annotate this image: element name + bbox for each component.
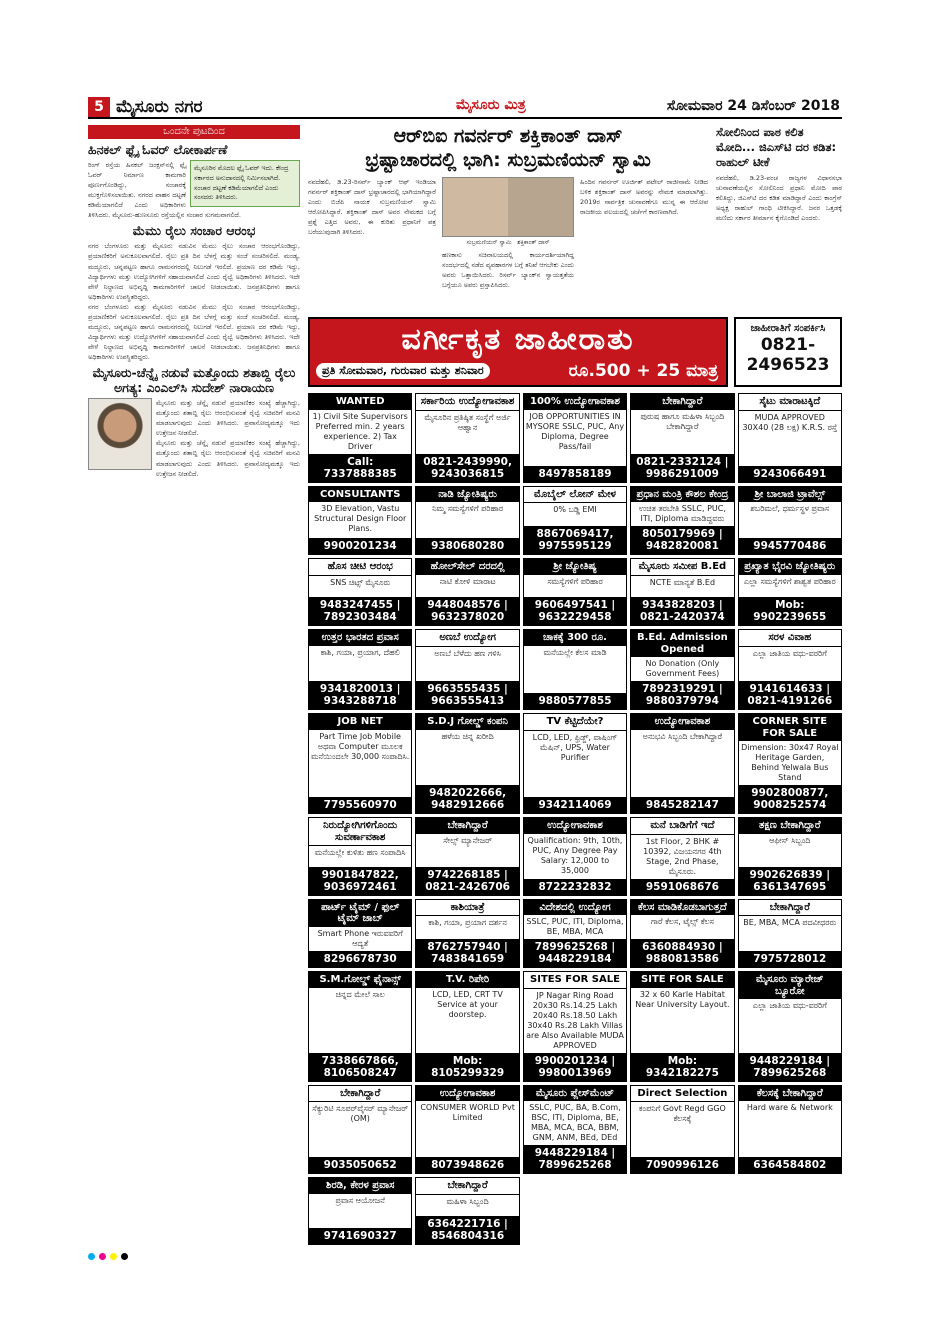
- ad-heading: SITE FOR SALE: [631, 972, 733, 988]
- ad-heading: CORNER SITE FOR SALE: [739, 714, 841, 741]
- story-text: ರಿಂಗ್ ರಸ್ತೆಯ ಹಿನಕಲ್ ಜಂಕ್ಷನ್‌ನಲ್ಲಿ ಫ್ಲೈ ಓವರ್ ನಿರ್ಮಾಣ ಕಾಮಗಾರಿ ಪೂರ್ಣಗೊಂಡಿದ್ದು, ಸಂಚಾರಕ್ಕೆ ಮುಕ್ತಗೊಳಿಸಲಾಯಿತು. ನಗರದ ವಾಹನ ದಟ್ಟಣೆ ಕಡಿಮೆಯಾಗಲಿದೆ ಎಂದು ಅಧಿಕಾರಿಗಳು ತಿಳಿಸಿದರು. ಮೈಸೂರು-ಹುಣಸೂರು ರಸ್ತೆಯಲ್ಲಿನ ಸಂಚಾರ ಸುಗಮವಾಗಲಿದೆ.: [88, 161, 241, 220]
- ad-heading: ಸರ್ಕಾರಿಯ ಉದ್ಯೋಗಾವಕಾಶ: [416, 394, 518, 411]
- story-text: ನವದೆಹಲಿ, ಡಿ.23-ಪಂಚ ರಾಜ್ಯಗಳ ವಿಧಾನಸಭಾ ಚುನಾವಣೆಯಲ್ಲಿನ ಸೋಲಿನಿಂದ ಪ್ರಧಾನಿ ಮೋದಿ ಪಾಠ ಕಲಿತಿದ್ದು, ಜಿಎಸ್‌ಟಿ ದರ ಕಡಿತ ಮಾಡಿದ್ದಾರೆ ಎಂದು ಕಾಂಗ್ರೆಸ್ ಅಧ್ಯಕ್ಷ ರಾಹುಲ್ ಗಾಂಧಿ ಟೀಕಿಸಿದ್ದಾರೆ. ಜನರ ಒತ್ತಡಕ್ಕೆ ಮಣಿದು ಸರ್ಕಾರ ತೀರ್ಮಾನ ಕೈಗೊಂಡಿದೆ ಎಂದರು.: [716, 173, 842, 223]
- classified-ad: [308, 1177, 412, 1245]
- photo-caption: ಶಕ್ತಿಕಾಂತ್ ದಾಸ್: [517, 238, 550, 246]
- classified-ad: [308, 899, 412, 969]
- ad-heading: ಮೈಸೂರು ಸಮೀಪ B.Ed: [631, 559, 733, 576]
- ad-phone: 6364221716 | 8546804316: [416, 1216, 518, 1244]
- classifieds-title: ವರ್ಗೀಕೃತ ಜಾಹೀರಾತು: [401, 322, 635, 357]
- ad-heading: WANTED: [309, 394, 411, 410]
- story-text: ಹಣಕಾಸು ಸಚಿವಾಲಯದಲ್ಲಿ ಕಾರ್ಯದರ್ಶಿಯಾಗಿದ್ದ ಸಂದರ್ಭದಲ್ಲಿ ನಡೆದ ವ್ಯವಹಾರಗಳ ಬಗ್ಗೆ ತನಿಖೆ ಆಗಬೇಕು ಎಂದು ಅವರು ಒತ್ತಾಯಿಸಿದರು. ರಿಸರ್ವ್ ಬ್ಯಾಂಕ್‌ನ ಸ್ವಾಯತ್ತತೆಯ ಬಗ್ಗೆಯೂ ಅವರು ಪ್ರಸ್ತಾಪಿಸಿದರು.: [442, 250, 574, 289]
- ad-body: ಪುರುಷ ಹಾಗೂ ಮಹಿಳಾ ಸಿಬ್ಬಂದಿ ಬೇಕಾಗಿದ್ದಾರೆ: [640, 411, 725, 431]
- ad-heading: CONSULTANTS: [309, 487, 411, 503]
- ad-body: No Donation (Only Government Fees): [645, 659, 720, 678]
- paper-logo: ಮೈಸೂರು ಮಿತ್ರ: [456, 97, 526, 113]
- ad-phone: 0821-2439990, 9243036815: [416, 454, 518, 482]
- ad-body: NCTE ಮಾನ್ಯತೆ B.Ed: [649, 577, 716, 587]
- ad-heading: ಹೊಸ ಚೀಟಿ ಆರಂಭ: [309, 559, 411, 576]
- classified-ad: [308, 393, 412, 483]
- story-headline: ಮೈಸೂರು-ಚೆನ್ನೈ ನಡುವೆ ಮತ್ತೊಂದು ಶತಾಬ್ದಿ ರೈಲು ಅಗತ್ಯ: ಎಂಎಲ್‌ಸಿ ಸುದೇಶ್ ನಾರಾಯಣ: [92, 365, 296, 396]
- ad-phone: 8296678730: [309, 951, 411, 967]
- ad-heading: ಉದ್ಯೋಗಾವಕಾಶ: [416, 1086, 518, 1102]
- ad-heading: 100% ಉದ್ಯೋಗಾವಕಾಶ: [524, 394, 626, 410]
- ad-phone: 8073948626: [416, 1157, 518, 1173]
- ad-phone: 9606497541 | 9632229458: [524, 597, 626, 625]
- ad-phone: 7090996126: [631, 1157, 733, 1173]
- classified-ad: [738, 713, 842, 814]
- ad-body: ಕಂಪನಿಗೆ Govt Regd GGO ಕೆಲಸಕ್ಕೆ: [638, 1104, 726, 1123]
- ad-heading: ಉದ್ಯೋಗಾವಕಾಶ: [631, 714, 733, 730]
- ad-phone: 9741690327: [309, 1228, 411, 1244]
- ad-phone: 9901847822, 9036972461: [309, 867, 411, 895]
- classified-ad: [630, 899, 734, 969]
- ad-body: 0% ಬಡ್ಡಿ EMI: [553, 505, 597, 514]
- ad-phone: 9341820013 | 9343288718: [309, 681, 411, 709]
- classified-ad: [738, 817, 842, 896]
- ad-phone: 6364584802: [739, 1157, 841, 1173]
- ad-heading: ಮೊಬೈಲ್ ಲೋನ್ ಮೇಳ: [524, 487, 626, 504]
- classified-ad: [415, 713, 519, 814]
- ad-body: 1) Civil Site Supervisors Preferred min. 2 years experience. 2) Tax Driver: [312, 411, 408, 451]
- ad-body: ಮನೆಯಲ್ಲೇ ಕೆಲಸ ಮಾಡಿ: [543, 647, 607, 657]
- ad-heading: ನಾಡಿ ಜ್ಯೋತಿಷ್ಯರು: [416, 487, 518, 503]
- ad-heading: ಮೈಸೂರು ಪ್ಲೇಸ್‌ಮೆಂಟ್: [524, 1086, 626, 1102]
- ad-body: ಕಾಶಿ, ಗಯಾ, ಪ್ರಯಾಗ, ದೆಹಲಿ: [320, 647, 400, 657]
- classified-ad: [308, 1085, 412, 1175]
- ad-heading: ಉತ್ತರ ಭಾರತದ ಪ್ರವಾಸ: [309, 630, 411, 646]
- ad-body: ಅಣಬೆ ಬೆಳೆದು ಹಣ ಗಳಿಸಿ: [434, 648, 501, 658]
- ad-phone: 9845282147: [631, 797, 733, 813]
- classified-ad: [415, 486, 519, 556]
- classified-ad: [523, 486, 627, 556]
- classifieds-banner: [308, 317, 728, 387]
- classified-ad: [738, 558, 842, 626]
- ad-body: LCD, LED, CRT TV Service at your doorstep.: [432, 989, 503, 1019]
- ad-heading: ಮೈಸೂರು ಮ್ಯಾರೇಜ್ ಬ್ಯೂರೋ: [739, 972, 841, 999]
- ad-phone: 9902626839 | 6361347695: [739, 867, 841, 895]
- ad-heading: ಬೇಕಾಗಿದ್ದಾರೆ: [631, 394, 733, 410]
- highlight-box: ಮೈಸೂರಿನ ಮೊದಲ ಫ್ಲೈ ಓವರ್ ಇದು. ಕೇಂದ್ರ ಸರ್ಕಾರದ ಅನುದಾನದಲ್ಲಿ ನಿರ್ಮಿಸಲಾಗಿದೆ. ಸಂಚಾರ ದಟ್ಟಣೆ ಕಡಿಮೆಯಾಗಲಿದೆ ಎಂದು ಸಂಸದರು ತಿಳಿಸಿದರು.: [190, 160, 300, 207]
- masthead: [88, 95, 842, 119]
- ad-body: BE, MBA, MCA ಪದವೀಧರರು: [743, 918, 837, 927]
- lead-headline-line1: ಆರ್‌ಬಿಐ ಗವರ್ನರ್ ಶಕ್ತಿಕಾಂತ್ ದಾಸ್: [393, 125, 623, 147]
- story-text: ಮೈಸೂರು ಮತ್ತು ಚೆನ್ನೈ ನಡುವೆ ಪ್ರಯಾಣಿಕರ ಸಂಖ್ಯೆ ಹೆಚ್ಚಾಗಿದ್ದು, ಮತ್ತೊಂದು ಶತಾಬ್ದಿ ರೈಲು ಆರಂಭಿಸುವಂತೆ ರೈಲ್ವೆ ಸಚಿವರಿಗೆ ಮನವಿ ಮಾಡಲಾಗುವುದು ಎಂದು ತಿಳಿಸಿದರು. ಪ್ರವಾಸೋದ್ಯಮಕ್ಕೂ ಇದು ಉತ್ತೇಜನ ನೀಡಲಿದೆ.: [156, 439, 300, 478]
- classified-ad: [738, 971, 842, 1082]
- ad-body: CONSUMER WORLD Pvt Limited: [420, 1103, 515, 1122]
- ad-heading: ಅಣಬೆ ಉದ್ಯೋಗ: [416, 630, 518, 647]
- ad-heading: ಚಾಕಕ್ಕೆ 300 ರೂ.: [524, 630, 626, 646]
- ad-body: JOB OPPORTUNITIES IN MYSORE SSLC, PUC, Any Diploma, Degree Pass/fail: [525, 411, 625, 451]
- ad-heading: ಸೈಟು ಮಾರಾಟಕ್ಕಿದೆ: [739, 394, 841, 411]
- ad-body: SSLC, PUC, BA, B.Com, BSC, ITI, Diploma, BE, MBA, MCA, BCA, BBM, GNM, ANM, BEd, DEd: [529, 1103, 621, 1142]
- classified-ad: [630, 486, 734, 556]
- ad-phone: 9902800877, 9008252574: [739, 785, 841, 813]
- ad-heading: S.M.ಗೋಲ್ಡ್ ಫೈನಾನ್ಸ್: [309, 972, 411, 988]
- story-text: ನವದೆಹಲಿ, ಡಿ.23-ರಿಸರ್ವ್ ಬ್ಯಾಂಕ್ ಆಫ್ ಇಂಡಿಯಾ ಗವರ್ನರ್ ಶಕ್ತಿಕಾಂತ್ ದಾಸ್ ಭ್ರಷ್ಟಾಚಾರದಲ್ಲಿ ಭಾಗಿಯಾಗಿದ್ದಾರೆ ಎಂದು ಬಿಜೆಪಿ ನಾಯಕ ಸುಬ್ರಮಣಿಯನ್ ಸ್ವಾಮಿ ಆರೋಪಿಸಿದ್ದಾರೆ. ಶಕ್ತಿಕಾಂತ್ ದಾಸ್ ಅವರ ನೇಮಕದ ಬಗ್ಗೆ ಪ್ರಶ್ನೆ ಎತ್ತಿದ ಅವರು, ಈ ಕುರಿತು ಪ್ರಧಾನಿಗೆ ಪತ್ರ ಬರೆಯುವುದಾಗಿ ತಿಳಿಸಿದರು.: [308, 177, 436, 236]
- ad-body: SNS ಚಿಟ್ಸ್ ಮೈಸೂರು: [330, 577, 391, 587]
- classified-ad: [630, 1085, 734, 1175]
- ad-body: ಪ್ರವಾಸ ಆಯೋಜನೆ: [335, 1195, 385, 1205]
- continued-kicker: ಒಂದನೇ ಪುಟದಿಂದ: [88, 125, 300, 139]
- classified-ad: [630, 393, 734, 483]
- issue-date: ಸೋಮವಾರ 24 ಡಿಸೆಂಬರ್ 2018: [666, 98, 840, 114]
- ad-body: ಶಬರಿಮಲೆ, ಧರ್ಮಸ್ಥಳ ಪ್ರವಾಸ: [750, 504, 830, 513]
- classified-ad: [308, 486, 412, 556]
- ad-body: Dimension: 30x47 Royal Heritage Garden, Behind Yelwala Bus Stand: [741, 743, 839, 782]
- classified-ads-grid: [308, 393, 842, 1245]
- ad-phone: 7338667866, 8106508247: [309, 1053, 411, 1081]
- ad-phone: 7795560970: [309, 797, 411, 813]
- ad-phone: 9900201234: [309, 538, 411, 554]
- ad-phone: Mob: 9342182275: [631, 1053, 733, 1081]
- ad-phone: 9448229184 | 7899625268: [524, 1145, 626, 1173]
- classified-ad: [630, 558, 734, 626]
- classified-ad: [415, 558, 519, 626]
- classified-ad: [415, 817, 519, 896]
- ad-phone: 0821-2332124 | 9986291009: [631, 454, 733, 482]
- classified-ad: [738, 1085, 842, 1175]
- photo-caption: ಸುಬ್ರಮಣಿಯನ್ ಸ್ವಾಮಿ: [466, 238, 512, 246]
- ad-body: ಎಲ್ಲಾ ಜಾತಿಯ ವಧು-ವರರಿಗೆ: [752, 1001, 827, 1010]
- classifieds-contact: [734, 317, 842, 387]
- ad-heading: ಉದ್ಯೋಗಾವಕಾಶ: [524, 818, 626, 834]
- ad-body: Hard ware & Network: [746, 1103, 833, 1112]
- ad-body: ಉಚಿತ ತರಬೇತಿ SSLC, PUC, ITI, Diploma ಮಾಡಿದ್ದವರು: [638, 504, 726, 523]
- ad-phone: 8497858189: [524, 466, 626, 482]
- lead-photo: [442, 177, 574, 237]
- side-story: [716, 125, 842, 325]
- ad-phone: 9343828203 | 0821-2420374: [631, 597, 733, 625]
- ad-heading: ಪ್ರಖ್ಯಾತ ಭೈರವಿ ಜ್ಯೋತಿಷ್ಯರು: [739, 559, 841, 575]
- ad-heading: ಶ್ರೀ ಬಾಲಾಜಿ ಟ್ರಾವೆಲ್ಸ್: [739, 487, 841, 503]
- ad-body: ನಿಮ್ಮ ಸಮಸ್ಯೆಗಳಿಗೆ ಪರಿಹಾರ: [432, 504, 504, 513]
- ad-heading: T.V. ರಿಪೇರಿ: [416, 972, 518, 988]
- story-headline: ಮೆಮು ರೈಲು ಸಂಚಾರ ಆರಂಭ: [132, 223, 256, 239]
- ad-phone: 9591068676: [631, 879, 733, 895]
- ad-body: ಮೈಸೂರಿನ ಪ್ರತಿಷ್ಠಿತ ಸಂಸ್ಥೆಗೆ ಅರ್ಜಿ ಆಹ್ವಾನ: [424, 412, 511, 432]
- ad-body: SSLC, PUC, ITI, Diploma, BE, MBA, MCA: [526, 917, 624, 936]
- ad-heading: ಶ್ರೀ ಜ್ಯೋತಿಷ್ಯ: [524, 559, 626, 575]
- classified-ad: [308, 971, 412, 1082]
- ad-heading: ಕಾಶಿಯಾತ್ರೆ: [416, 900, 518, 917]
- classified-ad: [523, 817, 627, 896]
- classified-ad: [308, 629, 412, 710]
- newspaper-page: [88, 95, 842, 1245]
- ad-body: ಅನುಭವಿ ಸಿಬ್ಬಂದಿ ಬೇಕಾಗಿದ್ದಾರೆ: [642, 731, 723, 741]
- ad-phone: Mob: 9902239655: [739, 597, 841, 625]
- classified-ad: [415, 899, 519, 969]
- story-text: ಮೈಸೂರು ಮತ್ತು ಚೆನ್ನೈ ನಡುವೆ ಪ್ರಯಾಣಿಕರ ಸಂಖ್ಯೆ ಹೆಚ್ಚಾಗಿದ್ದು, ಮತ್ತೊಂದು ಶತಾಬ್ದಿ ರೈಲು ಆರಂಭಿಸುವಂತೆ ರೈಲ್ವೆ ಸಚಿವರಿಗೆ ಮನವಿ ಮಾಡಲಾಗುವುದು ಎಂದು ತಿಳಿಸಿದರು. ಪ್ರವಾಸೋದ್ಯಮಕ್ಕೂ ಇದು ಉತ್ತೇಜನ ನೀಡಲಿದೆ.: [156, 399, 300, 438]
- ad-phone: 9880577855: [524, 693, 626, 709]
- ad-heading: ಬೇಕಾಗಿದ್ದಾರೆ: [739, 900, 841, 917]
- ad-heading: Direct Selection: [631, 1086, 733, 1103]
- ad-phone: 8722232832: [524, 879, 626, 895]
- classified-ad: [415, 629, 519, 710]
- classified-ad: [523, 899, 627, 969]
- classified-ad: [738, 393, 842, 483]
- ad-phone: Call: 7337888385: [309, 454, 411, 482]
- lead-story: [308, 125, 708, 325]
- ad-phone: Mob: 8105299329: [416, 1053, 518, 1081]
- left-column: [88, 125, 300, 1245]
- ad-body: ಮನೆಯಲ್ಲೇ ಕುಳಿತು ಹಣ ಸಂಪಾದಿಸಿ: [314, 848, 406, 857]
- contact-label: ಜಾಹೀರಾತಿಗೆ ಸಂಪರ್ಕಿಸಿ: [750, 323, 826, 334]
- classified-ad: [415, 1085, 519, 1175]
- ad-body: ಮಹಿಳಾ ಸಿಬ್ಬಂದಿ: [446, 1196, 489, 1206]
- ad-body: LCD, LED, ಫ್ರಿಡ್ಜ್, ವಾಷಿಂಗ್ ಮೆಷಿನ್, UPS, Water Purifier: [532, 732, 618, 762]
- ad-phone: 9945770486: [739, 538, 841, 554]
- ad-heading: ಮನೆ ಬಾಡಿಗೆಗೆ ಇದೆ: [631, 818, 733, 835]
- classified-ad: [630, 629, 734, 710]
- ad-body: ಸೇಲ್ಸ್ ಮ್ಯಾನೇಜರ್: [443, 835, 492, 845]
- classified-ad: [630, 971, 734, 1082]
- ad-phone: 6360884930 | 9880813586: [631, 939, 733, 967]
- story-headline: ಹಿನಕಲ್ ಫ್ಲೈ ಓವರ್ ಲೋಕಾರ್ಪಣೆ: [88, 142, 228, 157]
- ad-phone: 8050179969 | 9482820081: [631, 526, 733, 554]
- ad-body: ಕಾಶಿ, ಗಯಾ, ಪ್ರಯಾಗ ದರ್ಶನ: [428, 918, 507, 927]
- classifieds-price: ರೂ.500 + 25 ಮಾತ್ರ: [568, 361, 718, 381]
- classified-ad: [523, 713, 627, 814]
- ad-body: 32 x 60 Karle Habitat Near University Layout.: [635, 989, 730, 1009]
- ad-phone: 9448229184 | 7899625268: [739, 1053, 841, 1081]
- classified-ad: [738, 629, 842, 710]
- ad-body: ನಾಟಿ ಕೋಳಿ ಮಾರಾಟ: [439, 576, 496, 586]
- ad-body: ಆಫೀಸ್ ಸಿಬ್ಬಂದಿ: [769, 835, 811, 845]
- ad-heading: ಕೆಲಸಕ್ಕೆ ಬೇಕಾಗಿದ್ದಾರೆ: [739, 1086, 841, 1102]
- ad-heading: S.D.J ಗೋಲ್ಡ್ ಕಂಪನಿ: [416, 714, 518, 730]
- ad-phone: 9900201234 | 9980013969: [524, 1053, 626, 1081]
- classified-ad: [415, 393, 519, 483]
- ad-heading: ತಕ್ಷಣ ಬೇಕಾಗಿದ್ದಾರೆ: [739, 818, 841, 834]
- ad-body: ಹಳೆಯ ಚಿನ್ನ ಖರೀದಿ: [441, 731, 494, 741]
- ad-heading: B.Ed. Admission Opened: [631, 630, 733, 657]
- ad-heading: ಸರಳ ವಿವಾಹ: [739, 630, 841, 647]
- ad-heading: ವಿದೇಶದಲ್ಲಿ ಉದ್ಯೋಗ: [524, 900, 626, 916]
- ad-heading: JOB NET: [309, 714, 411, 730]
- ad-heading: ಬೇಕಾಗಿದ್ದಾರೆ: [416, 1178, 518, 1195]
- ad-heading: ಪ್ರಧಾನ ಮಂತ್ರಿ ಕೌಶಲ ಕೇಂದ್ರ: [631, 487, 733, 503]
- contact-code: 0821-: [760, 335, 816, 355]
- ad-phone: 9141614633 | 0821-4191266: [739, 681, 841, 709]
- ad-heading: ಶಿರಡಿ, ಕೇರಳ ಪ್ರವಾಸ: [309, 1178, 411, 1194]
- classified-ad: [415, 971, 519, 1082]
- ad-heading: SITES FOR SALE: [524, 972, 626, 989]
- ad-heading: ಕೆಲಸ ಮಾಡಿಕೊಡಬಾಗುತ್ತದೆ: [631, 900, 733, 916]
- classified-ad: [523, 393, 627, 483]
- classified-ad: [523, 558, 627, 626]
- ad-body: ಗಾರೆ ಕೆಲಸ, ಟೈಲ್ಸ್ ಕೆಲಸ: [650, 917, 714, 926]
- classified-ad: [738, 486, 842, 556]
- classified-ad: [415, 1177, 519, 1245]
- classified-ad: [308, 817, 412, 896]
- ad-phone: 9663555435 | 9663555413: [416, 681, 518, 709]
- ad-body: ಸಮಸ್ಯೆಗಳಿಗೆ ಪರಿಹಾರ: [547, 576, 603, 586]
- side-headline: ಸೋಲಿನಿಂದ ಪಾಠ ಕಲಿತ ಮೋದಿ... ಜಿಎಸ್‌ಟಿ ದರ ಕಡಿತ: ರಾಹುಲ್ ಟೀಕೆ: [716, 125, 837, 169]
- ad-phone: 8762757940 | 7483841659: [416, 939, 518, 967]
- ad-heading: ಬೇಕಾಗಿದ್ದಾರೆ: [309, 1086, 411, 1103]
- ad-phone: 9742268185 | 0821-2426706: [416, 867, 518, 895]
- story-text: ಹಿಂದಿನ ಗವರ್ನರ್ ಊರ್ಜಿತ್ ಪಟೇಲ್ ರಾಜೀನಾಮೆ ನೀಡಿದ ಬಳಿಕ ಶಕ್ತಿಕಾಂತ್ ದಾಸ್ ಅವರನ್ನು ನೇಮಕ ಮಾಡಲಾಗಿತ್ತು. 2019ರ ಸಾರ್ವತ್ರಿಕ ಚುನಾವಣೆಗೂ ಮುನ್ನ ಈ ಆರೋಪ ರಾಜಕೀಯ ವಲಯದಲ್ಲಿ ಚರ್ಚೆಗೆ ಕಾರಣವಾಗಿದೆ.: [580, 177, 708, 216]
- ad-heading: TV ಕೆಟ್ಟಿದೆಯೇ?: [524, 714, 626, 731]
- classified-ad: [308, 713, 412, 814]
- ad-heading: ನಿರುದ್ಯೋಗಿಗಳಿಗೊಂದು ಸುವರ್ಣಾವಕಾಶ: [309, 818, 411, 846]
- ad-phone: 9448048576 | 9632378020: [416, 597, 518, 625]
- page-number: 5: [88, 97, 110, 117]
- ad-body: Smart Phone ಇರುವವರಿಗೆ ಆದ್ಯತೆ: [317, 928, 403, 948]
- person-photo: [88, 398, 152, 470]
- ad-heading: ಬೇಕಾಗಿದ್ದಾರೆ: [416, 818, 518, 834]
- ad-body: ಸೆಕ್ಯುರಿಟಿ ಸೂಪರ್‌ವೈಸರ್ ಮ್ಯಾನೇಜರ್ (OM): [312, 1104, 409, 1123]
- ad-heading: ಪಾರ್ಟ್ ಟೈಮ್ / ಫುಲ್ ಟೈಮ್ ಜಾಬ್: [309, 900, 411, 927]
- ad-phone: 7975728012: [739, 951, 841, 967]
- classifieds-days: ಪ್ರತಿ ಸೋಮವಾರ, ಗುರುವಾರ ಮತ್ತು ಶನಿವಾರ: [316, 363, 490, 379]
- ad-body: Qualification: 9th, 10th, PUC, Any Degree Pay Salary: 12,000 to 35,000: [527, 835, 623, 875]
- ad-body: 3D Elevation, Vastu Structural Design Floor Plans.: [314, 504, 407, 533]
- ad-heading: ಹೋಲ್‌ಸೇಲ್ ದರದಲ್ಲಿ: [416, 559, 518, 575]
- ad-body: Part Time Job Mobile ಅಥವಾ Computer ಮೂಲಕ ಮನೆಯಿಂದಲೇ 30,000 ಸಂಪಾದಿಸಿ.: [311, 731, 410, 761]
- lead-headline-line2: ಭ್ರಷ್ಟಾಚಾರದಲ್ಲಿ ಭಾಗಿ: ಸುಬ್ರಮಣಿಯನ್ ಸ್ವಾಮಿ: [365, 148, 651, 171]
- contact-number: 2496523: [746, 355, 830, 375]
- ad-body: MUDA APPROVED 30X40 (28 ಲಕ್ಷ) K.R.S. ರಸ್ತೆ: [742, 412, 838, 432]
- ad-phone: 9483247455 | 7892303484: [309, 597, 411, 625]
- classified-ad: [630, 817, 734, 896]
- section-title: ಮೈಸೂರು ನಗರ: [116, 97, 203, 117]
- ad-body: ಎಲ್ಲಾ ಜಾತಿಯ ವಧು-ವರರಿಗೆ: [752, 648, 827, 658]
- ad-phone: 9380680280: [416, 538, 518, 554]
- ad-phone: 7899625268 | 9448229184: [524, 939, 626, 967]
- classified-ad: [523, 1085, 627, 1175]
- print-color-marks: [88, 1245, 842, 1255]
- ad-body: ಚಿನ್ನದ ಮೇಲೆ ಸಾಲ: [335, 989, 385, 999]
- ad-phone: 9342114069: [524, 797, 626, 813]
- classified-ad: [523, 629, 627, 710]
- classified-ad: [308, 558, 412, 626]
- ad-phone: 9243066491: [739, 466, 841, 482]
- ad-body: 1st Floor, 2 BHK # 10392, ವಿಜಯನಗರ 4th Stage, 2nd Phase, ಮೈಸೂರು.: [643, 836, 722, 876]
- ad-phone: 9482022666, 9482912666: [416, 785, 518, 813]
- ad-body: JP Nagar Ring Road 20x30 Rs.14.25 Lakh 20x40 Rs.18.50 Lakh 30x40 Rs.28 Lakh Villas are Also Available MUDA APPROVED: [526, 990, 624, 1050]
- ad-phone: 9035050652: [309, 1157, 411, 1173]
- classified-ad: [738, 899, 842, 969]
- ad-phone: 8867069417, 9975595129: [524, 526, 626, 554]
- story-text: ನಗರ ಬೆಂಗಳೂರು ಮತ್ತು ಮೈಸೂರು ನಡುವಿನ ಮೆಮು ರೈಲು ಸಂಚಾರ ಆರಂಭಗೊಂಡಿದ್ದು, ಪ್ರಯಾಣಿಕರಿಗೆ ಅನುಕೂಲವಾಗಲಿದೆ. ರೈಲು ಪ್ರತಿ ದಿನ ಬೆಳಗ್ಗೆ ಮತ್ತು ಸಂಜೆ ಸಂಚರಿಸಲಿದೆ. ಮಂಡ್ಯ, ಮದ್ದೂರು, ಚನ್ನಪಟ್ಟಣ ಹಾಗೂ ರಾಮನಗರದಲ್ಲಿ ನಿಲುಗಡೆ ಇರಲಿದೆ. ಪ್ರಯಾಣ ದರ ಕಡಿಮೆ ಇದ್ದು, ವಿದ್ಯಾರ್ಥಿಗಳು ಮತ್ತು ಉದ್ಯೋಗಿಗಳಿಗೆ ಸಹಾಯವಾಗಲಿದೆ ಎಂದು ರೈಲ್ವೆ ಅಧಿಕಾರಿಗಳು ತಿಳಿಸಿದರು. ಇದೇ ವೇಳೆ ನಿಲ್ದಾಣದ ಅಭಿವೃದ್ಧಿ ಕಾಮಗಾರಿಗಳಿಗೆ ಚಾಲನೆ ನೀಡಲಾಯಿತು. ಜನಪ್ರತಿನಿಧಿಗಳು ಹಾಗೂ ಅಧಿಕಾರಿಗಳು ಉಪಸ್ಥಿತರಿದ್ದರು.: [88, 302, 300, 362]
- ad-body: ಎಲ್ಲಾ ಸಮಸ್ಯೆಗಳಿಗೆ ಶಾಶ್ವತ ಪರಿಹಾರ: [743, 576, 836, 586]
- classified-ad: [523, 971, 627, 1082]
- story-text: ನಗರ ಬೆಂಗಳೂರು ಮತ್ತು ಮೈಸೂರು ನಡುವಿನ ಮೆಮು ರೈಲು ಸಂಚಾರ ಆರಂಭಗೊಂಡಿದ್ದು, ಪ್ರಯಾಣಿಕರಿಗೆ ಅನುಕೂಲವಾಗಲಿದೆ. ರೈಲು ಪ್ರತಿ ದಿನ ಬೆಳಗ್ಗೆ ಮತ್ತು ಸಂಜೆ ಸಂಚರಿಸಲಿದೆ. ಮಂಡ್ಯ, ಮದ್ದೂರು, ಚನ್ನಪಟ್ಟಣ ಹಾಗೂ ರಾಮನಗರದಲ್ಲಿ ನಿಲುಗಡೆ ಇರಲಿದೆ. ಪ್ರಯಾಣ ದರ ಕಡಿಮೆ ಇದ್ದು, ವಿದ್ಯಾರ್ಥಿಗಳು ಮತ್ತು ಉದ್ಯೋಗಿಗಳಿಗೆ ಸಹಾಯವಾಗಲಿದೆ ಎಂದು ರೈಲ್ವೆ ಅಧಿಕಾರಿಗಳು ತಿಳಿಸಿದರು. ಇದೇ ವೇಳೆ ನಿಲ್ದಾಣದ ಅಭಿವೃದ್ಧಿ ಕಾಮಗಾರಿಗಳಿಗೆ ಚಾಲನೆ ನೀಡಲಾಯಿತು. ಜನಪ್ರತಿನಿಧಿಗಳು ಹಾಗೂ ಅಧಿಕಾರಿಗಳು ಉಪಸ್ಥಿತರಿದ್ದರು.: [88, 242, 300, 301]
- ad-phone: 7892319291 | 9880379794: [631, 681, 733, 709]
- classified-ad: [630, 713, 734, 814]
